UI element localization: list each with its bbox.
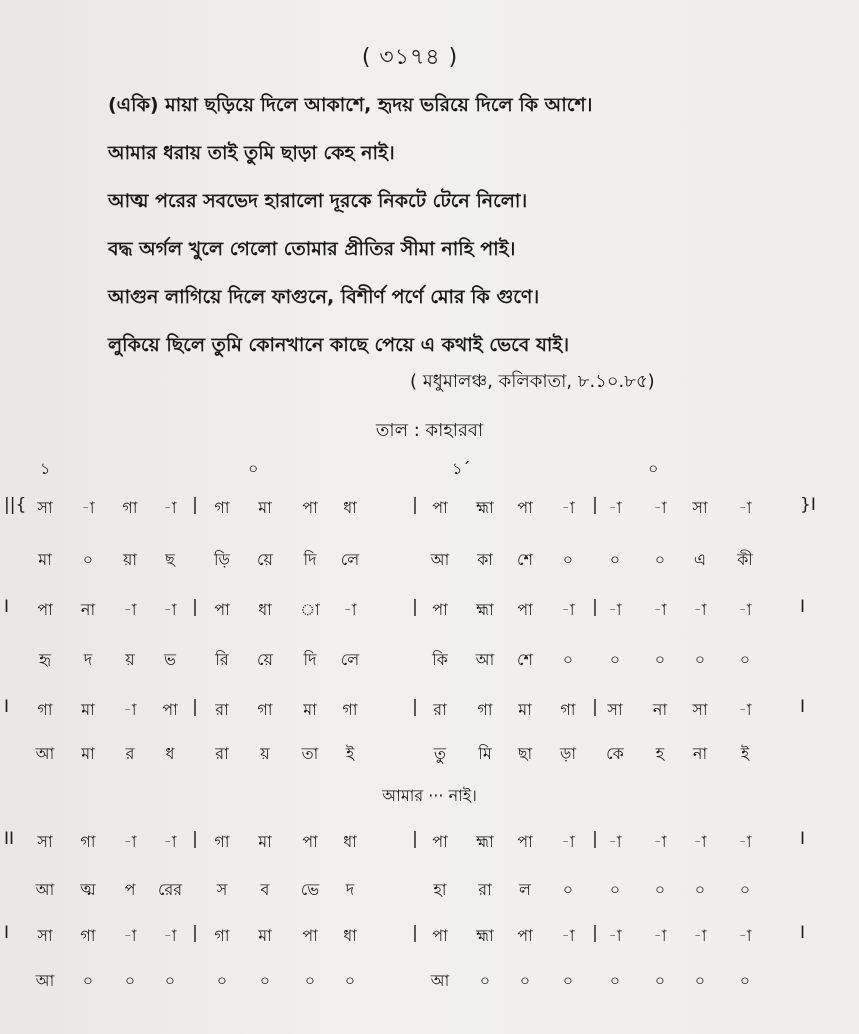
taal-label: তাল : কাহারবা — [375, 420, 484, 441]
syllable-cell: য়ে — [257, 550, 273, 569]
syllable-cell: রি — [215, 650, 229, 669]
swara-cell: গা — [214, 832, 230, 851]
syllable-cell: না — [692, 744, 708, 763]
syllable-cell: ০ — [694, 880, 706, 899]
swara-cell: -া — [163, 498, 177, 517]
swara-cell: -া — [163, 926, 177, 945]
bar-line: | — [192, 495, 198, 515]
syllable-cell: ড়ি — [213, 550, 230, 569]
swara-cell: -া — [738, 700, 752, 719]
swara-row — [0, 495, 859, 525]
swara-cell: ধা — [343, 832, 357, 851]
swara-cell: -া — [608, 832, 622, 851]
swara-cell: -া — [561, 926, 575, 945]
syllable-cell: এ — [693, 550, 707, 569]
syllable-cell: ০ — [82, 971, 94, 990]
row-trail-mark: I — [800, 829, 806, 849]
syllable-cell: ০ — [609, 971, 621, 990]
syllable-cell: ০ — [609, 550, 621, 569]
swara-cell: -া — [123, 926, 137, 945]
syllable-cell: কা — [477, 550, 493, 569]
beat-mark: ১ — [40, 459, 51, 478]
swara-cell: পা — [302, 832, 318, 851]
syllable-cell: ০ — [694, 650, 706, 669]
swara-cell: গা — [80, 832, 96, 851]
syllable-cell: ছা — [517, 744, 533, 763]
swara-cell: -া — [561, 832, 575, 851]
lyric-line: আত্ম পরের সবভেদ হারালো দূরকে নিকটে টেনে নিলো। — [108, 190, 528, 212]
syllable-cell: লে — [340, 550, 360, 569]
lyric-line: (একি) মায়া ছড়িয়ে দিলে আকাশে, হৃদয় ভরিয়ে দিলে কি আশে। — [108, 94, 593, 116]
syllable-cell: আ — [475, 650, 495, 669]
swara-cell: -া — [693, 926, 707, 945]
syllable-cell: দি — [303, 650, 317, 669]
syllable-cell: রা — [215, 744, 229, 763]
row-lead-mark: ||{ — [4, 495, 27, 515]
swara-cell: মা — [258, 832, 272, 851]
swara-cell: সা — [37, 926, 53, 945]
swara-cell: ধা — [343, 926, 357, 945]
swara-cell: -া — [738, 600, 752, 619]
beat-mark: ০ — [648, 459, 659, 478]
syllable-cell: ০ — [562, 650, 574, 669]
syllable-cell: তা — [301, 744, 319, 763]
swara-cell: পা — [517, 600, 533, 619]
syllable-cell: ই — [740, 744, 750, 763]
syllable-cell: দি — [303, 550, 317, 569]
syllable-cell: লে — [340, 650, 360, 669]
bar-line: | — [592, 697, 598, 717]
syllable-cell: কে — [606, 744, 624, 763]
swara-cell: া — [300, 600, 320, 619]
swara-cell: গা — [257, 700, 273, 719]
swara-cell: মা — [258, 498, 272, 517]
refrain-note: আমার ··· নাই। — [382, 786, 477, 805]
syllable-cell: কি — [432, 650, 448, 669]
swara-cell: -া — [653, 498, 667, 517]
row-trail-mark: I — [800, 697, 806, 717]
syllable-cell: ০ — [124, 971, 136, 990]
syllable-cell: য় — [260, 744, 270, 763]
syllable-cell: রের — [157, 880, 183, 899]
swara-cell: না — [80, 600, 96, 619]
syllable-cell: ০ — [344, 971, 356, 990]
swara-cell: পা — [432, 926, 448, 945]
swara-cell: -া — [693, 832, 707, 851]
swara-cell: -া — [343, 600, 357, 619]
swara-cell: পা — [214, 600, 230, 619]
syllable-cell: স — [216, 880, 228, 899]
swara-cell: -া — [608, 926, 622, 945]
syllable-cell: শে — [517, 650, 533, 669]
syllable-cell: ০ — [562, 971, 574, 990]
swara-cell: পা — [162, 700, 178, 719]
swara-cell: পা — [302, 926, 318, 945]
syllable-cell: আ — [35, 744, 55, 763]
attribution: ( মধুমালঞ্চ, কলিকাতা, ৮.১০.৮৫) — [410, 371, 655, 392]
row-lead-mark: II — [4, 829, 15, 849]
syllable-cell: ছ — [165, 550, 175, 569]
lyric-syllable-row — [0, 968, 859, 998]
syllable-cell: ০ — [562, 550, 574, 569]
lyric-syllable-row — [0, 647, 859, 677]
syllable-cell: ল — [519, 880, 531, 899]
swara-cell: -া — [738, 926, 752, 945]
lyric-line: আগুন লাগিয়ে দিলে ফাগুনে, বিশীর্ণ পর্ণে মোর কি গুণে। — [108, 286, 540, 308]
syllable-cell: য় — [125, 650, 135, 669]
swara-cell: গা — [214, 498, 230, 517]
swara-cell: হ্মা — [476, 600, 494, 619]
syllable-cell: ০ — [562, 880, 574, 899]
swara-cell: -া — [123, 600, 137, 619]
syllable-cell: ই — [345, 744, 355, 763]
row-lead-mark: I — [4, 697, 10, 717]
syllable-cell: ০ — [654, 971, 666, 990]
syllable-cell: ০ — [519, 971, 531, 990]
syllable-cell: ০ — [694, 971, 706, 990]
row-trail-mark: I — [800, 923, 806, 943]
bar-line: | — [592, 495, 598, 515]
syllable-cell: শে — [517, 550, 533, 569]
syllable-cell: য়া — [122, 550, 138, 569]
swara-cell: পা — [432, 498, 448, 517]
syllable-cell: ০ — [609, 650, 621, 669]
swara-cell: গা — [477, 700, 493, 719]
lyric-syllable-row — [0, 547, 859, 577]
bar-line: | — [412, 923, 418, 943]
swara-cell: সা — [37, 498, 53, 517]
swara-cell: -া — [738, 832, 752, 851]
bar-line: | — [592, 923, 598, 943]
swara-cell: -া — [608, 498, 622, 517]
swara-cell: -া — [653, 832, 667, 851]
swara-cell: -া — [653, 926, 667, 945]
swara-cell: মা — [303, 700, 317, 719]
syllable-cell: ০ — [479, 971, 491, 990]
syllable-cell: আ — [35, 880, 55, 899]
syllable-cell: মা — [81, 744, 95, 763]
syllable-cell: রা — [478, 880, 492, 899]
swara-cell: মা — [518, 700, 532, 719]
swara-cell: গা — [122, 498, 138, 517]
swara-cell: সা — [607, 700, 623, 719]
syllable-cell: ০ — [164, 971, 176, 990]
swara-cell: পা — [302, 498, 318, 517]
bar-line: | — [192, 597, 198, 617]
bar-line: | — [412, 697, 418, 717]
swara-cell: -া — [163, 600, 177, 619]
syllable-cell: ০ — [654, 650, 666, 669]
syllable-cell: হৃ — [39, 650, 51, 669]
lyric-line: আমার ধরায় তাই তুমি ছাড়া কেহ নাই। — [108, 142, 395, 164]
swara-cell: -া — [738, 498, 752, 517]
swara-cell: -া — [608, 600, 622, 619]
swara-cell: পা — [432, 832, 448, 851]
syllable-cell: ০ — [304, 971, 316, 990]
syllable-cell: ০ — [609, 880, 621, 899]
swara-cell: গা — [214, 926, 230, 945]
swara-cell: না — [652, 700, 668, 719]
lyric-syllable-row — [0, 877, 859, 907]
swara-cell: হ্মা — [476, 832, 494, 851]
swara-row — [0, 697, 859, 727]
syllable-cell: ভে — [300, 880, 320, 899]
swara-cell: গা — [560, 700, 576, 719]
row-lead-mark: I — [4, 597, 10, 617]
beat-marks — [0, 456, 859, 486]
bar-line: | — [412, 495, 418, 515]
syllable-cell: দ — [83, 650, 93, 669]
swara-cell: পা — [37, 600, 53, 619]
swara-cell: মা — [258, 926, 272, 945]
song-number: ( ৩১৭৪ ) — [361, 45, 459, 70]
swara-cell: গা — [80, 926, 96, 945]
syllable-cell: য়ে — [257, 650, 273, 669]
syllable-cell: ০ — [654, 880, 666, 899]
syllable-cell: ০ — [739, 880, 751, 899]
bar-line: | — [192, 829, 198, 849]
lyrics-block — [108, 90, 808, 378]
swara-cell: সা — [37, 832, 53, 851]
syllable-cell: ০ — [216, 971, 228, 990]
swara-cell: -া — [693, 600, 707, 619]
syllable-cell: আ — [35, 971, 55, 990]
swara-cell: সা — [692, 498, 708, 517]
swara-cell: গা — [342, 700, 358, 719]
swara-cell: গা — [37, 700, 53, 719]
swara-cell: পা — [432, 600, 448, 619]
swara-cell: পা — [517, 832, 533, 851]
row-lead-mark: I — [4, 923, 10, 943]
swara-row — [0, 923, 859, 953]
swara-cell: -া — [163, 832, 177, 851]
syllable-cell: ০ — [654, 550, 666, 569]
beat-mark: ১´ — [452, 459, 471, 478]
syllable-cell: ০ — [739, 650, 751, 669]
swara-cell: হ্মা — [476, 926, 494, 945]
syllable-cell: ত্ম — [80, 880, 96, 899]
swara-cell: -া — [123, 832, 137, 851]
swara-row — [0, 829, 859, 859]
syllable-cell: মা — [38, 550, 52, 569]
syllable-cell: মি — [478, 744, 492, 763]
swara-cell: রা — [215, 700, 229, 719]
syllable-cell: ০ — [739, 971, 751, 990]
bar-line: | — [192, 697, 198, 717]
syllable-cell: আ — [430, 550, 450, 569]
swara-cell: -া — [123, 700, 137, 719]
swara-cell: -া — [561, 600, 575, 619]
swara-cell: রা — [433, 700, 447, 719]
swara-cell: ধা — [258, 600, 272, 619]
swara-cell: পা — [517, 926, 533, 945]
swara-row — [0, 597, 859, 627]
syllable-cell: র — [125, 744, 135, 763]
syllable-cell: হা — [433, 880, 447, 899]
swara-cell: মা — [81, 700, 95, 719]
lyric-line: বদ্ধ অর্গল খুলে গেলো তোমার প্রীতির সীমা নাহি পাই। — [108, 238, 516, 260]
swara-cell: পা — [517, 498, 533, 517]
swara-cell: হ্মা — [476, 498, 494, 517]
syllable-cell: আ — [430, 971, 450, 990]
bar-line: | — [592, 597, 598, 617]
syllable-cell: ০ — [82, 550, 94, 569]
lyric-syllable-row — [0, 741, 859, 771]
syllable-cell: কী — [737, 550, 753, 569]
syllable-cell: দ — [345, 880, 355, 899]
beat-mark: ০ — [248, 459, 259, 478]
syllable-cell: ধ — [165, 744, 175, 763]
swara-cell: ধা — [343, 498, 357, 517]
swara-cell: -া — [81, 498, 95, 517]
syllable-cell: তু — [433, 744, 446, 763]
swara-cell: -া — [561, 498, 575, 517]
row-trail-mark: I — [800, 597, 806, 617]
syllable-cell: ব — [260, 880, 270, 899]
syllable-cell: ০ — [259, 971, 271, 990]
syllable-cell: হ — [655, 744, 665, 763]
bar-line: | — [592, 829, 598, 849]
bar-line: | — [192, 923, 198, 943]
lyric-line: লুকিয়ে ছিলে তুমি কোনখানে কাছে পেয়ে এ কথাই ভেবে যাই। — [108, 334, 570, 356]
swara-cell: -া — [653, 600, 667, 619]
bar-line: | — [412, 597, 418, 617]
syllable-cell: ভ — [164, 650, 176, 669]
row-trail-mark: }I — [800, 495, 816, 515]
syllable-cell: ড়া — [559, 744, 577, 763]
swara-cell: সা — [692, 700, 708, 719]
bar-line: | — [412, 829, 418, 849]
syllable-cell: প — [124, 880, 136, 899]
